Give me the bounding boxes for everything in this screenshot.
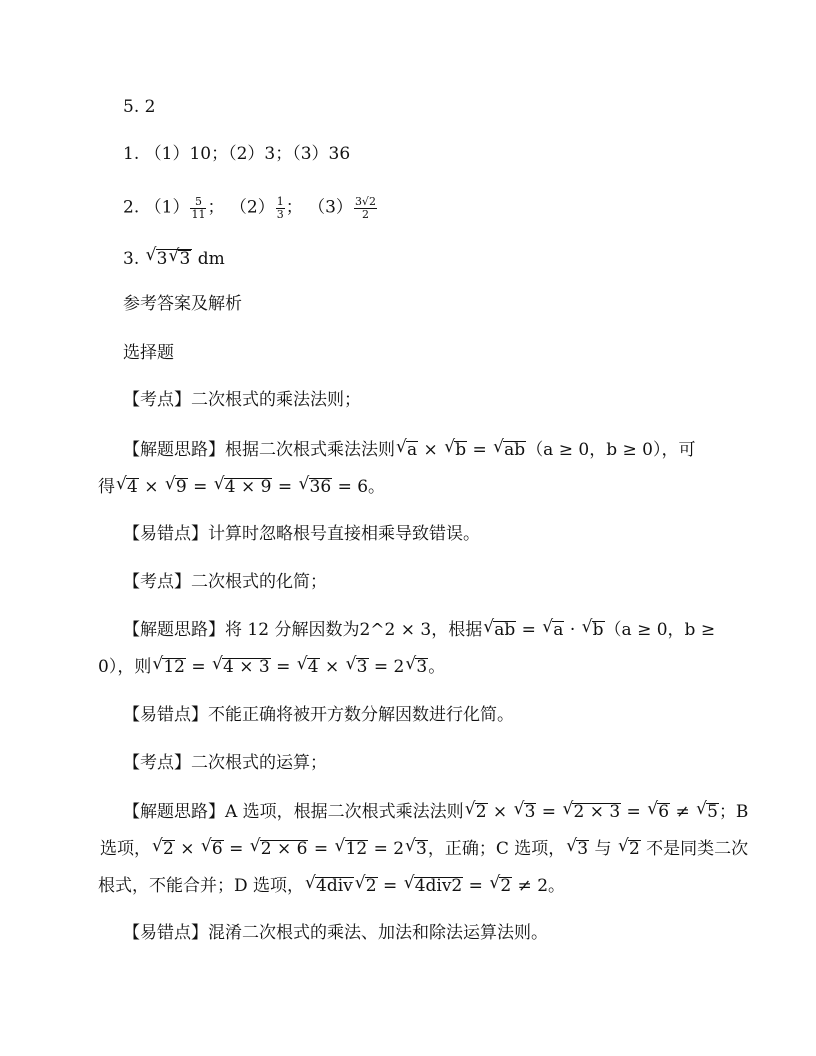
mistake-3: 【易错点】混淆二次根式的乘法、加法和除法运算法则。 (123, 923, 548, 943)
answer-2-part1-label: （1） (144, 197, 190, 218)
mistake-1: 【易错点】计算时忽略根号直接相乘导致错误。 (123, 524, 480, 544)
idea-1-line-2: 得 √ 4 × √ 9 = √ 4 × 9 = √ 36 = 6。 (98, 478, 385, 496)
idea-3-line-3: 根式，不能合并；D 选项， √ 4div √ 2 = √ 4div2 = √ 2 ≠ 2。 (98, 877, 565, 895)
answer-3: 3. √ 3 √ 3 dm (123, 249, 225, 268)
fraction-3root2-2: $\frac{3√2}{2}$ (354, 195, 376, 221)
point-2: 【考点】二次根式的化简； (123, 572, 327, 592)
nested-radical: √ 3 √ 3 (156, 249, 193, 268)
answer-1: 1. （1）10；（2）3；（3）36 (123, 144, 351, 164)
idea-2-line-2: 0），则 √ 12 = √ 4 × 3 = √ 4 × √ 3 = 2 √ 3。 (98, 658, 445, 676)
answer-2-part3-label: （3） (308, 197, 353, 218)
idea-3-line-1: 【解题思路】A 选项，根据二次根式乘法法则 √ 2 × √ 3 = √ 2 × 3 = √ 6 ≠ √ 5；B (123, 803, 748, 821)
answer-2-prefix: 2. (123, 197, 140, 218)
answer-2-part2-label: （2） (229, 197, 275, 218)
idea-1-line-1: 【解题思路】根据二次根式乘法法则 √ a × √ b = √ ab（a ≥ 0，b ≥ 0），可 (123, 441, 695, 459)
fraction-5-11: $\frac{5}{11}$ (191, 195, 206, 221)
section-number: 5. 2 (123, 97, 156, 117)
point-3: 【考点】二次根式的运算； (123, 753, 327, 773)
heading-reference: 参考答案及解析 (123, 294, 242, 314)
fraction-1-3: $\frac{1}{3}$ (276, 195, 284, 221)
answer-2: 2. （1） $\frac{5}{11}$ ； （2） $\frac{1}{3}$ ； （3） $\frac{3√2}{2}$ (123, 195, 376, 221)
point-1: 【考点】二次根式的乘法法则； (123, 390, 361, 410)
heading-choice: 选择题 (123, 343, 174, 363)
idea-3-line-2: 选项， √ 2 × √ 6 = √ 2 × 6 = √ 12 = 2 √ 3，正确；C 选项， √ 3 与 √ 2 不是同类二次 (100, 840, 748, 858)
mistake-2: 【易错点】不能正确将被开方数分解因数进行化简。 (123, 705, 514, 725)
idea-2-line-1: 【解题思路】将 12 分解因数为2^2 × 3，根据 √ ab = √ a · √ b（a ≥ 0，b ≥ (123, 621, 715, 639)
